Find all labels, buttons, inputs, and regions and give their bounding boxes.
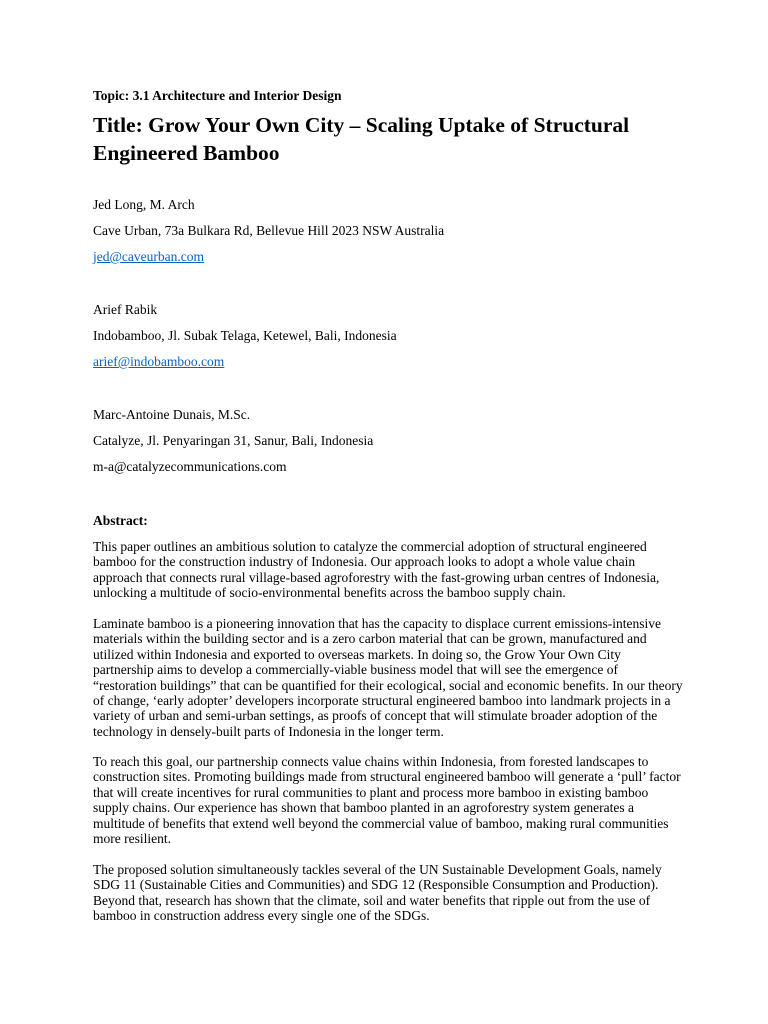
author-2-name: Arief Rabik (93, 302, 158, 317)
author-2-address: Indobamboo, Jl. Subak Telaga, Ketewel, Bali, Indonesia (93, 328, 397, 343)
author-3-name: Marc-Antoine Dunais, M.Sc. (93, 407, 251, 422)
abstract-paragraph-4: The proposed solution simultaneously tackles several of the UN Sustainable Development Goals, namely SDG 11 (Sustainable Cities and Communities) and SDG 12 (Responsible Consumption and Production). Beyond that, research has shown that the climate, soil and water benefits that ripple out from the use of bamboo in construction address every single one of the SDGs. (93, 862, 662, 924)
author-3-email: m-a@catalyzecommunications.com (93, 459, 287, 474)
topic-line: Topic: 3.1 Architecture and Interior Design (93, 88, 342, 103)
paper-title: Title: Grow Your Own City – Scaling Uptake of Structural Engineered Bamboo (93, 113, 630, 165)
author-1-address: Cave Urban, 73a Bulkara Rd, Bellevue Hill 2023 NSW Australia (93, 223, 445, 238)
author-2-email[interactable]: arief@indobamboo.com (93, 354, 225, 369)
author-1-email[interactable]: jed@caveurban.com (93, 249, 205, 264)
author-3-address: Catalyze, Jl. Penyaringan 31, Sanur, Bali, Indonesia (93, 433, 374, 448)
abstract-paragraph-3: To reach this goal, our partnership connects value chains within Indonesia, from forested landscapes to construction sites. Promoting buildings made from structural engineered bamboo will generate a ‘pull’ factor that will create incentives for rural communities to plant and process more bamboo in existing bamboo supply chains. Our experience has shown that bamboo planted in an agroforestry system generates a multitude of benefits that extend well beyond the commercial value of bamboo, making rural communities more resilient. (93, 754, 681, 847)
author-1-name: Jed Long, M. Arch (93, 197, 195, 212)
abstract-paragraph-1: This paper outlines an ambitious solution to catalyze the commercial adoption of structural engineered bamboo for the construction industry of Indonesia. Our approach looks to adopt a whole value chain approach that connects rural village-based agroforestry with the fast-growing urban centres of Indonesia, unlocking a multitude of socio-environmental benefits across the bamboo supply chain. (93, 539, 660, 601)
abstract-heading: Abstract: (93, 513, 148, 528)
author-1-email-link[interactable] (93, 249, 204, 265)
author-2-email-link[interactable] (93, 354, 224, 370)
abstract-paragraph-2: Laminate bamboo is a pioneering innovation that has the capacity to displace current emissions-intensive materials within the building sector and is a zero carbon material that can be grown, manufactured and utilized within Indonesia and exported to overseas markets. In doing so, the Grow Your Own City partnership aims to develop a commercially-viable business model that will see the emergence of “restoration buildings” that can be quantified for their ecological, social and economic benefits. In our theory of change, ‘early adopter’ developers incorporate structural engineered bamboo into landmark projects in a variety of urban and semi-urban settings, as proofs of concept that will stimulate broader adoption of the technology in densely-built parts of Indonesia in the longer term. (93, 616, 683, 739)
